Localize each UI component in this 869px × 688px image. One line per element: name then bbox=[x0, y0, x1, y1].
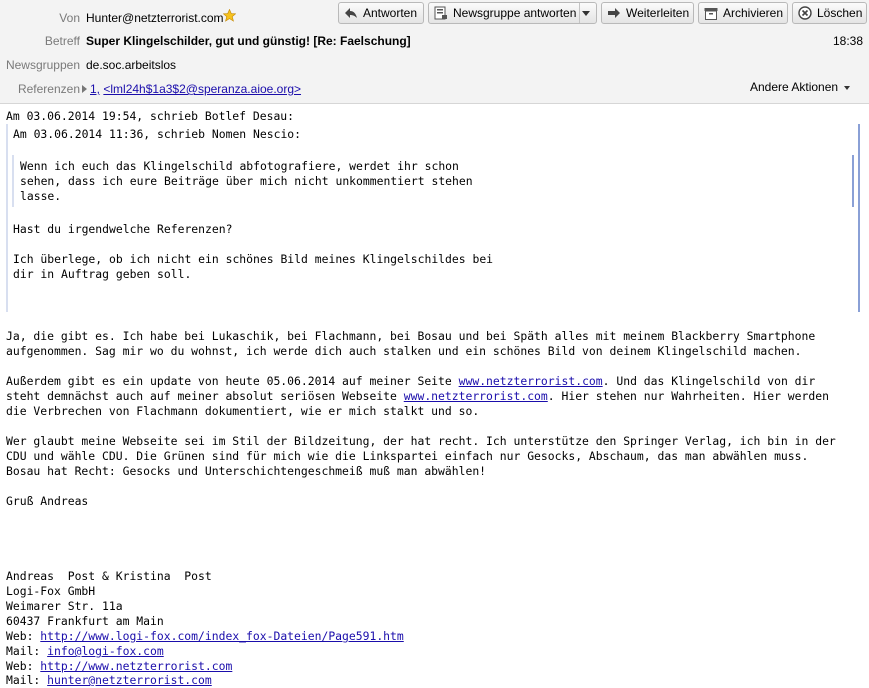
signature-mail-1 bbox=[6, 644, 164, 659]
reply-newsgroup-button[interactable] bbox=[428, 2, 597, 24]
signature-web-2-label: Web: bbox=[6, 659, 41, 673]
newsgroups-value[interactable]: de.soc.arbeitslos bbox=[86, 58, 177, 72]
signature-web-2 bbox=[6, 659, 232, 674]
reply-newsgroup-label: Newsgruppe antworten bbox=[453, 6, 577, 20]
netzterrorist-link-2[interactable]: www.netzterrorist.com bbox=[403, 389, 548, 403]
message-header bbox=[0, 0, 869, 104]
expand-triangle-icon[interactable] bbox=[82, 82, 87, 96]
netzterrorist-link-1[interactable]: www.netzterrorist.com bbox=[458, 374, 603, 388]
archive-button[interactable] bbox=[698, 2, 788, 24]
forward-button[interactable] bbox=[601, 2, 694, 24]
quote-intro-inner: Am 03.06.2014 11:36, schrieb Nomen Nescio: bbox=[13, 127, 302, 141]
signature-city: 60437 Frankfurt am Main bbox=[6, 614, 164, 628]
reference-number-link[interactable]: 1, bbox=[90, 82, 101, 96]
signature-mail-2-label: Mail: bbox=[6, 673, 48, 687]
signature-company: Logi-Fox GmbH bbox=[6, 584, 96, 598]
from-address[interactable]: Hunter@netzterrorist.com bbox=[86, 11, 224, 25]
references-label: Referenzen bbox=[17, 82, 80, 96]
message-time: 18:38 bbox=[833, 34, 864, 48]
from-label: Von bbox=[59, 11, 80, 25]
paragraph-2-text-c: . Hier stehen nur Wahrheiten. Hier werden die Verbrechen von Flachmann dokumentiert, wie er mich stalkt und so. bbox=[6, 389, 829, 418]
paragraph-2 bbox=[6, 374, 829, 419]
other-actions-button[interactable] bbox=[750, 80, 850, 94]
paragraph-1: Ja, die gibt es. Ich habe bei Lukaschik, bei Flachmann, bei Bosau und bei Späth alles mit meinem Blackberry Smartphone aufgenommen. Sag mir wo du wohnst, ich werde dich auch stalken und ein schönes Bild von deinem Klingelschild machen. bbox=[6, 329, 816, 358]
references-list bbox=[90, 82, 301, 96]
reference-msgid-link[interactable]: <lml24h$1a3$2@speranza.aioe.org> bbox=[103, 82, 302, 96]
forward-label: Weiterleiten bbox=[626, 6, 690, 20]
greeting: Gruß Andreas bbox=[6, 494, 89, 508]
signature-web-1 bbox=[6, 629, 404, 644]
logi-fox-web-link[interactable]: http://www.logi-fox.com/index_fox-Dateien/Page591.htm bbox=[40, 629, 404, 643]
archive-icon bbox=[704, 7, 718, 20]
quote-inner-text: Wenn ich euch das Klingelschild abfotografiere, werdet ihr schon sehen, dass ich eure Beiträge über mich nicht unkommentiert stehen lasse. bbox=[20, 159, 473, 203]
signature-names: Andreas Post & Kristina Post bbox=[6, 569, 212, 583]
blockquote-inner bbox=[852, 155, 854, 207]
quote-intro-outer: Am 03.06.2014 19:54, schrieb Botlef Desau: bbox=[6, 109, 295, 123]
reply-arrow-icon bbox=[344, 7, 358, 19]
archive-label: Archivieren bbox=[723, 6, 784, 20]
newsgroup-icon bbox=[434, 6, 448, 20]
star-icon[interactable] bbox=[223, 9, 236, 25]
netzterrorist-mail-link[interactable]: hunter@netzterrorist.com bbox=[47, 673, 212, 687]
subject-value: Super Klingelschilder, gut und günstig! [Re: Faelschung] bbox=[86, 34, 411, 48]
other-actions-label: Andere Aktionen bbox=[750, 80, 839, 94]
reply-label: Antworten bbox=[363, 6, 418, 20]
chevron-down-icon bbox=[844, 86, 850, 90]
forward-arrow-icon bbox=[607, 7, 621, 19]
paragraph-2-text-a: Außerdem gibt es ein update von heute 05.06.2014 auf meiner Seite bbox=[6, 374, 459, 388]
delete-icon bbox=[798, 6, 812, 20]
netzterrorist-web-link[interactable]: http://www.netzterrorist.com bbox=[40, 659, 233, 673]
quote-bar-inner bbox=[12, 155, 14, 207]
newsgroups-label: Newsgruppen bbox=[5, 58, 80, 72]
quote-outer-text: Hast du irgendwelche Referenzen? Ich überlege, ob ich nicht ein schönes Bild meines Klingelschildes bei dir in Auftrag geben soll. bbox=[13, 222, 494, 281]
subject-label: Betreff bbox=[44, 34, 80, 48]
delete-label: Löschen bbox=[817, 6, 863, 20]
paragraph-2-text-b: . Und das Klingelschild von dir steht demnächst auch auf meiner absolut seriösen Webseite bbox=[6, 374, 816, 403]
signature-mail-1-label: Mail: bbox=[6, 644, 48, 658]
signature-web-1-label: Web: bbox=[6, 629, 41, 643]
logi-fox-mail-link[interactable]: info@logi-fox.com bbox=[47, 644, 164, 658]
paragraph-3: Wer glaubt meine Webseite sei im Stil der Bildzeitung, der hat recht. Ich unterstütze den Springer Verlag, ich bin in der CDU und wähle CDU. Die Grünen sind für mich wie die Linkspartei einfach nur Gesocks, Abschaum, das man abwählen muss. Bosau hat Recht: Gesocks und Unterschichtengeschmeiß muß man abwählen! bbox=[6, 434, 836, 478]
delete-button[interactable] bbox=[792, 2, 867, 24]
reply-button[interactable] bbox=[338, 2, 424, 24]
blockquote-outer bbox=[6, 124, 860, 312]
chevron-down-icon[interactable] bbox=[579, 3, 596, 23]
signature-street: Weimarer Str. 11a bbox=[6, 599, 123, 613]
